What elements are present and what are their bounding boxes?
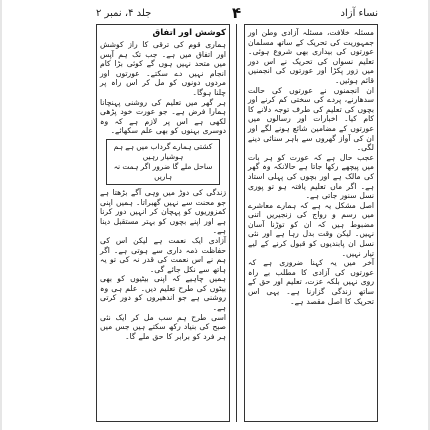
column-divider <box>236 24 237 422</box>
verse-line-1: کشتی ہمارے گرداب میں ہے ہم ہوشیار رہیں <box>113 141 213 161</box>
scan-edge-left <box>0 0 2 430</box>
right-paragraph-3: عجب حال ہے کہ عورت کو ہر بات میں پیچھے رکھا جاتا ہے حالانکہ وہ گھر کی مالک ہے اور بچوں کی پہلی استاد ہے۔ اگر ماں تعلیم یافتہ ہو تو پوری نسل سنور جاتی ہے۔ <box>248 152 374 201</box>
left-paragraph-4: آزادی ایک نعمت ہے لیکن اس کی حفاظت ذمہ داری سے ہوتی ہے۔ اگر ہم نے اس نعمت کی قدر نہ کی تو یہ ہاتھ سے نکل جائے گی۔ <box>100 235 226 274</box>
left-paragraph-2: ہر گھر میں تعلیم کی روشنی پہنچانا ہمارا فرض ہے۔ جو عورت خود پڑھی لکھی ہے اس پر لازم ہے کہ وہ دوسری بہنوں کو بھی علم سکھائے۔ <box>100 97 226 136</box>
right-column <box>244 24 378 422</box>
text-columns <box>96 24 378 422</box>
right-paragraph-1: مسئلہ خلافت، مسئلہ آزادی وطن اور جمہوریت کی تحریک کے ساتھ مسلمان عورتوں کی بیداری بھی شروع ہوئی۔ تعلیم نسواں کی تحریک نے اس دور میں زور پکڑا اور عورتوں کی انجمنیں قائم ہوئیں۔ <box>248 28 374 85</box>
verse-line-2: ساحل ملے گا ضرور اگر ہمت نہ ہاریں <box>113 161 213 181</box>
page-number: ۴ <box>232 4 242 22</box>
journal-title: نساء آزاد <box>340 8 378 19</box>
page-header <box>96 2 378 24</box>
right-paragraph-2: ان انجمنوں نے عورتوں کی حالت سدھارنے، پردے کی سختی کم کرنے اور بچوں کی تعلیم کی طرف توجہ دلانے کا کام کیا۔ اخبارات اور رسالوں میں عورتوں کے مضامین شائع ہونے لگے اور ان کی آواز گھروں سے باہر سنائی دینے لگی۔ <box>248 85 374 153</box>
left-paragraph-6: اسی طرح ہم سب مل کر ایک نئی صبح کی بنیاد رکھ سکتے ہیں جس میں ہر فرد کو برابر کا حق ملے گا۔ <box>100 312 226 341</box>
left-column <box>96 24 230 422</box>
section-heading: کوشش اور اتفاق <box>152 28 226 38</box>
volume-label: جلد ۴، نمبر ۲ <box>96 8 152 19</box>
right-paragraph-5: آخر میں یہ کہنا ضروری ہے کہ عورتوں کی آزادی کا مطلب بے راہ روی نہیں بلکہ عزت، تعلیم اور حق کے ساتھ زندگی گزارنا ہے۔ یہی اس تحریک کا اصل مقصد ہے۔ <box>248 258 374 306</box>
left-paragraph-1: ہماری قوم کی ترقی کا راز کوشش اور اتفاق میں ہے۔ جب تک ہم آپس میں متحد نہیں ہوں گے کوئی بڑا کام انجام نہیں دے سکتے۔ عورتوں اور مردوں دونوں کو مل کر اس راہ پر چلنا ہوگا۔ <box>100 40 226 97</box>
right-paragraph-4: اصل مشکل یہ ہے کہ ہمارے معاشرے میں رسم و رواج کی زنجیریں اتنی مضبوط ہیں کہ ان کو توڑنا آسان نہیں۔ لیکن وقت بدل رہا ہے اور نئی نسل ان پابندیوں کو قبول کرنے کے لیے تیار نہیں۔ <box>248 200 374 258</box>
left-paragraph-5: ہمیں چاہیے کہ اپنی بیٹیوں کو بھی بیٹوں کی طرح تعلیم دیں۔ علم ہی وہ روشنی ہے جو اندھیروں کو دور کرتی ہے۔ <box>100 274 226 313</box>
left-paragraph-3: زندگی کی دوڑ میں وہی آگے بڑھتا ہے جو محنت سے نہیں گھبراتا۔ ہمیں اپنی کمزوریوں کو پہچان کر انہیں دور کرنا ہے اور اپنے بچوں کو بہتر مستقبل دینا ہے۔ <box>100 187 226 236</box>
verse-box <box>106 139 220 185</box>
